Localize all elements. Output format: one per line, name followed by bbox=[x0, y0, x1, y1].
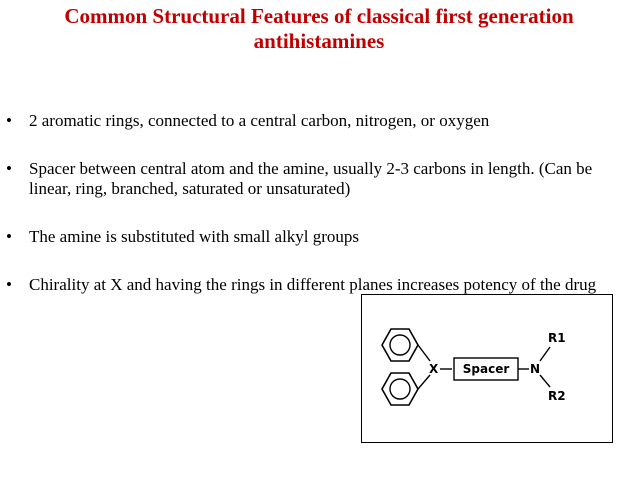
amine-label: N bbox=[530, 362, 541, 376]
bullet-dot: • bbox=[6, 111, 12, 130]
spacer-label: Spacer bbox=[462, 362, 510, 376]
bullet-text: Chirality at X and having the rings in different planes increases potency of the drug bbox=[29, 275, 597, 294]
slide-title: Common Structural Features of classical first generation antihistamines bbox=[64, 4, 574, 53]
bond-n-to-r1 bbox=[540, 347, 550, 361]
aromatic-ring-bottom bbox=[382, 373, 418, 405]
substituent-r1-label: R1 bbox=[548, 331, 566, 345]
center-atom-label: X bbox=[429, 362, 439, 376]
aromatic-ring-top bbox=[382, 329, 418, 361]
bullet-dot: • bbox=[6, 227, 12, 246]
bullet-dot: • bbox=[6, 159, 12, 178]
bullet-text: The amine is substituted with small alkyl groups bbox=[29, 227, 360, 246]
bond-ring-top-to-x bbox=[418, 345, 430, 361]
antihistamine-structure-figure bbox=[361, 294, 613, 443]
bullet-text: 2 aromatic rings, connected to a central carbon, nitrogen, or oxygen bbox=[29, 111, 490, 130]
bullet-dot: • bbox=[6, 275, 12, 294]
bullet-text: Spacer between central atom and the amine, usually 2-3 carbons in length. (Can be linear, ring, branched, saturated or unsaturated) bbox=[29, 159, 593, 198]
bond-n-to-r2 bbox=[540, 375, 550, 387]
structure-diagram bbox=[362, 295, 612, 442]
bond-ring-bottom-to-x bbox=[418, 375, 430, 389]
substituent-r2-label: R2 bbox=[548, 389, 566, 403]
